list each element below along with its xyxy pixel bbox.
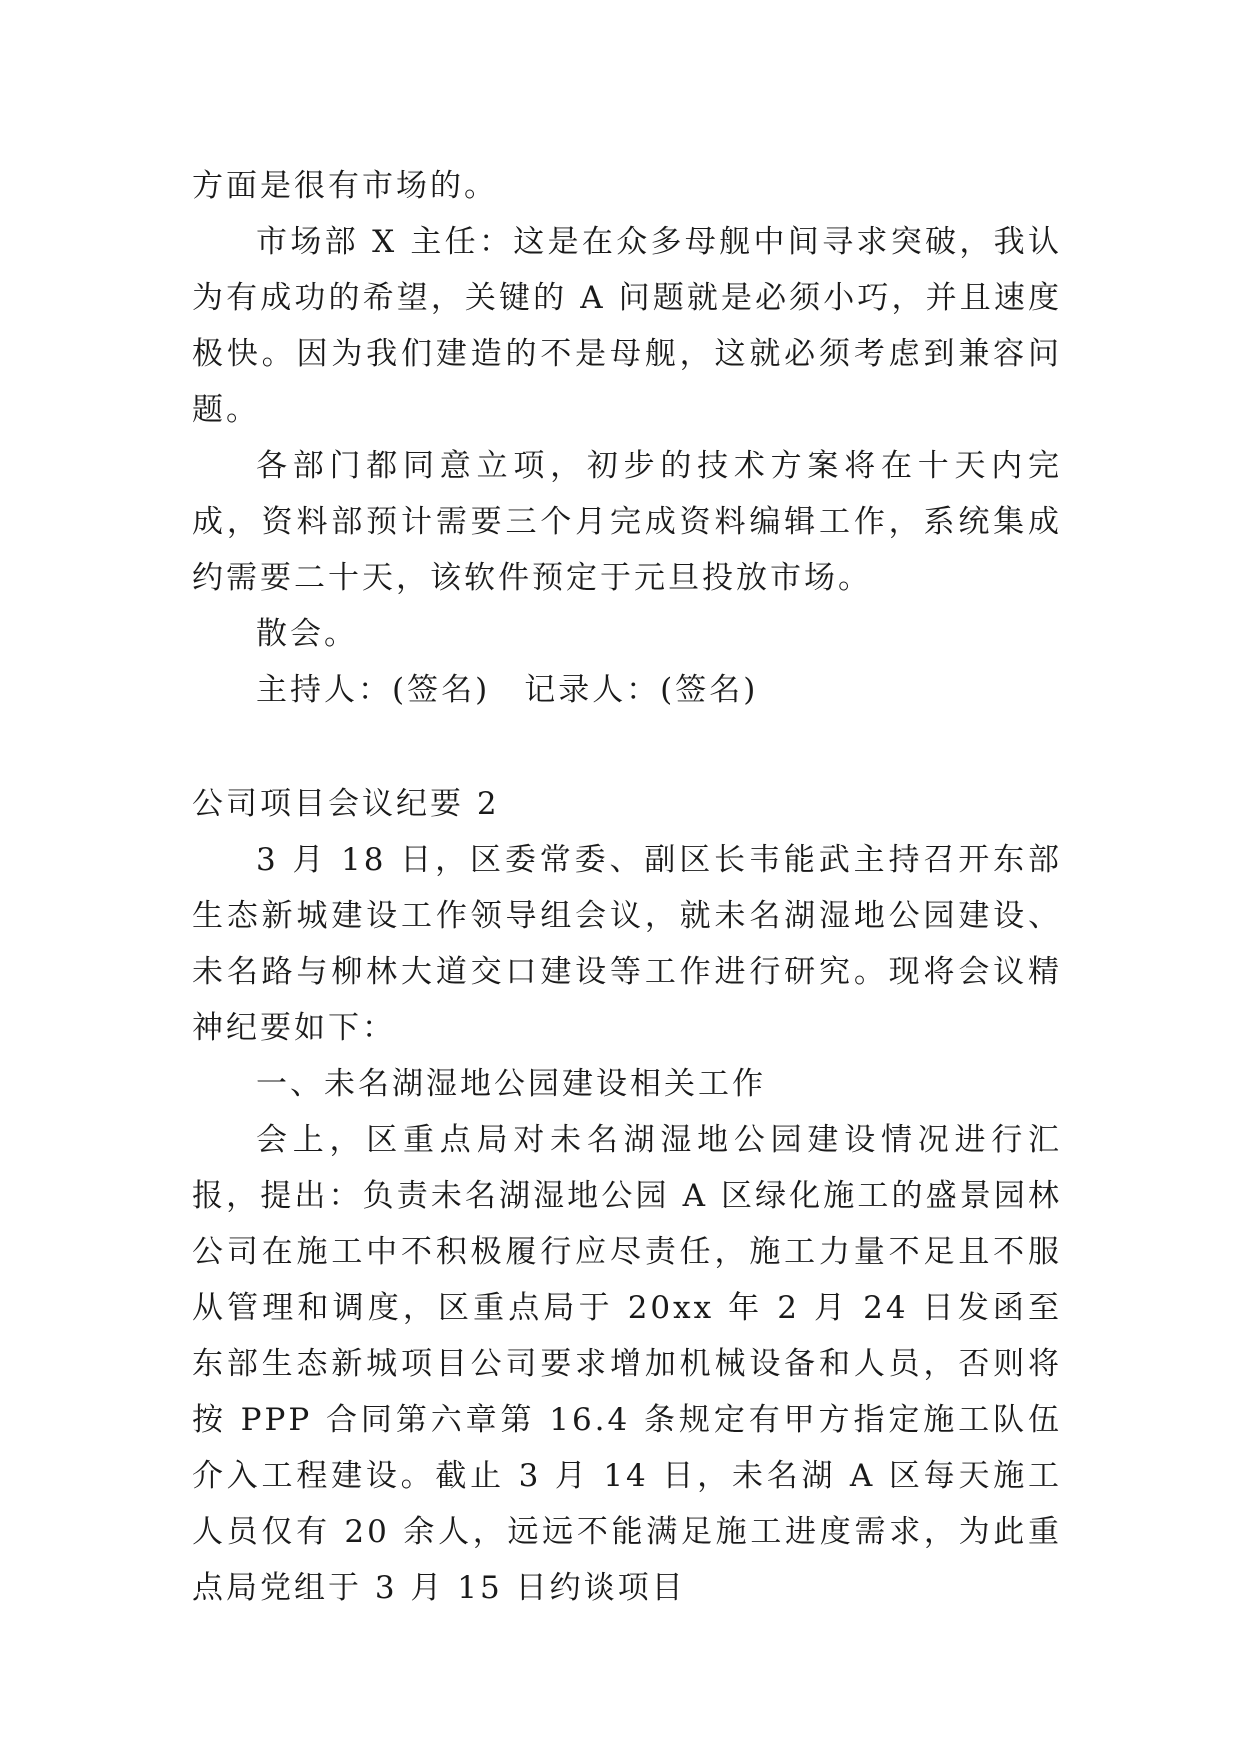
paragraph-adjourn: 散会。 xyxy=(256,616,358,652)
paragraph-signatures: 主持人：(签名) 记录人：(签名) xyxy=(256,672,759,708)
section-heading-1: 一、未名湖湿地公园建设相关工作 xyxy=(256,1066,766,1102)
section-paragraph-2: 会上，区重点局对未名湖湿地公园建设情况进行汇报，提出：负责未名湖湿地公园 A 区绿化施工的盛景园林公司在施工中不积极履行应尽责任，施工力量不足且不服从管理和调度，区重点局于 20xx 年 2 月 24 日发函至东部生态新城项目公司要求增加机械设备和人员，否则将按 PPP 合同第六章第 16.4 条规定有甲方指定施工队伍介入工程建设。截止 3 月 14 日，未名湖 A 区每天施工人员仅有 20 余人，远远不能满足施工进度需求，为此重点局党组于 3 月 15 日约谈项目 xyxy=(192,1122,1062,1606)
paragraph-1: 方面是很有市场的。 xyxy=(192,168,498,204)
document-body xyxy=(192,158,1062,1616)
section-title: 公司项目会议纪要 2 xyxy=(192,786,500,822)
paragraph-2: 市场部 X 主任：这是在众多母舰中间寻求突破，我认为有成功的希望，关键的 A 问题就是必须小巧，并且速度极快。因为我们建造的不是母舰，这就必须考虑到兼容问题。 xyxy=(192,224,1062,428)
section-paragraph-1: 3 月 18 日，区委常委、副区长韦能武主持召开东部生态新城建设工作领导组会议，就未名湖湿地公园建设、未名路与柳林大道交口建设等工作进行研究。现将会议精神纪要如下： xyxy=(192,842,1062,1046)
paragraph-3: 各部门都同意立项，初步的技术方案将在十天内完成，资料部预计需要三个月完成资料编辑工作，系统集成约需要二十天，该软件预定于元旦投放市场。 xyxy=(192,448,1062,596)
